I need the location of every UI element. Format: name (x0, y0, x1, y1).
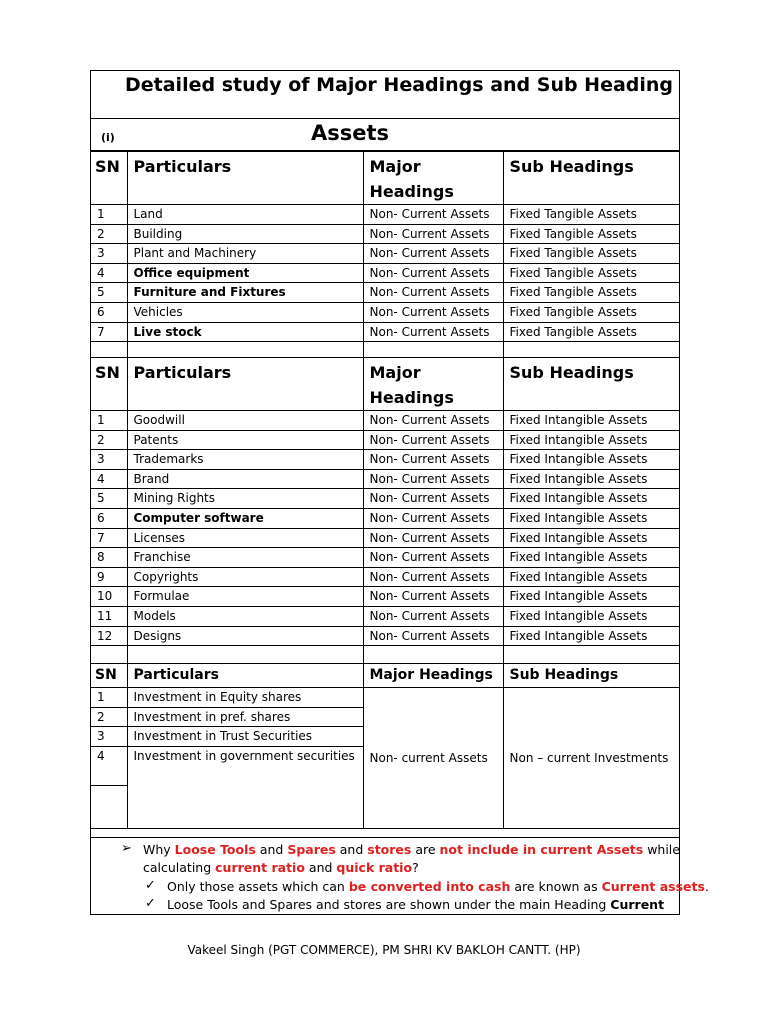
highlight-not-included: not include in current Assets (439, 842, 644, 857)
text-fragment: . (704, 879, 709, 894)
sub-heading-cell: Fixed Tangible Assets (503, 302, 680, 322)
particulars-cell: Plant and Machinery (127, 244, 363, 264)
answer-line-2 (167, 897, 664, 912)
sub-heading-cell: Fixed Intangible Assets (503, 508, 680, 528)
particulars-header: Particulars (127, 358, 363, 411)
sub-headings-header: Sub Headings (503, 152, 680, 205)
sub-heading-cell: Fixed Intangible Assets (503, 411, 680, 431)
particulars-cell: Licenses (127, 528, 363, 548)
major-headings-header: Major Headings (363, 664, 503, 688)
major-heading-cell: Non- Current Assets (363, 606, 503, 626)
table-row (91, 224, 680, 244)
major-headings-header: Major Headings (363, 358, 503, 411)
sub-heading-cell: Fixed Tangible Assets (503, 244, 680, 264)
table-row (91, 567, 680, 587)
check-mark-icon: ✓ (145, 896, 156, 911)
page-footer: Vakeel Singh (PGT COMMERCE), PM SHRI KV BAKLOH CANTT. (HP) (187, 943, 581, 957)
sn-cell: 11 (91, 606, 127, 626)
text-fragment: are known as (510, 879, 602, 894)
notes-section (91, 837, 709, 915)
table-row (91, 450, 680, 470)
text-fragment-bold: Current (610, 897, 665, 912)
text-fragment: Why (143, 842, 175, 857)
sub-heading-cell: Fixed Tangible Assets (503, 322, 680, 342)
table-row (91, 205, 680, 225)
table-row (91, 587, 680, 607)
major-heading-cell: Non- Current Assets (363, 548, 503, 568)
table-row (91, 430, 680, 450)
particulars-cell: Vehicles (127, 302, 363, 322)
sn-cell: 2 (91, 224, 127, 244)
particulars-cell: Trademarks (127, 450, 363, 470)
sub-headings-header: Sub Headings (503, 358, 680, 411)
spacer-row (91, 342, 680, 358)
text-fragment: Only those assets which can (167, 879, 349, 894)
major-heading-cell: Non- Current Assets (363, 567, 503, 587)
sn-cell: 1 (91, 688, 127, 708)
table-row (91, 322, 680, 342)
sn-header: SN (91, 152, 127, 205)
sn-cell: 7 (91, 322, 127, 342)
table-header-row (91, 152, 680, 205)
particulars-cell: Mining Rights (127, 489, 363, 509)
investments-table (91, 663, 680, 829)
sn-cell: 4 (91, 746, 127, 785)
particulars-cell: Brand (127, 469, 363, 489)
particulars-cell: Investment in Trust Securities (127, 727, 363, 747)
table-row (91, 606, 680, 626)
particulars-cell: Patents (127, 430, 363, 450)
table-row (91, 548, 680, 568)
table-header-row (91, 358, 680, 411)
sub-headings-header: Sub Headings (503, 664, 680, 688)
text-fragment: while (643, 842, 680, 857)
sub-heading-cell: Fixed Tangible Assets (503, 224, 680, 244)
highlight-current-ratio: current ratio (215, 860, 305, 875)
sn-cell: 6 (91, 302, 127, 322)
table-row (91, 263, 680, 283)
sn-cell: 2 (91, 430, 127, 450)
document-page (90, 70, 709, 915)
sn-cell: 7 (91, 528, 127, 548)
table-row (91, 489, 680, 509)
sn-header: SN (91, 664, 127, 688)
sn-cell: 3 (91, 450, 127, 470)
highlight-quick-ratio: quick ratio (336, 860, 413, 875)
highlight-stores: stores (367, 842, 412, 857)
text-fragment: and (335, 842, 368, 857)
sn-cell: 5 (91, 283, 127, 303)
sub-heading-cell: Fixed Intangible Assets (503, 587, 680, 607)
section-number: (i) (101, 131, 115, 144)
particulars-cell: Investment in government securities (127, 746, 363, 785)
particulars-cell: Live stock (127, 322, 363, 342)
particulars-cell: Investment in pref. shares (127, 707, 363, 727)
table-row (91, 244, 680, 264)
major-heading-cell: Non- Current Assets (363, 469, 503, 489)
sn-cell: 1 (91, 411, 127, 431)
table-row (91, 528, 680, 548)
major-heading-cell: Non- Current Assets (363, 411, 503, 431)
sn-cell: 3 (91, 727, 127, 747)
major-heading-cell: Non- Current Assets (363, 528, 503, 548)
major-heading-cell: Non- Current Assets (363, 626, 503, 646)
major-headings-header: Major Headings (363, 152, 503, 205)
sub-heading-cell: Fixed Intangible Assets (503, 626, 680, 646)
text-fragment: calculating (143, 860, 216, 875)
particulars-cell: Office equipment (127, 263, 363, 283)
major-heading-cell: Non- Current Assets (363, 224, 503, 244)
sub-heading-cell: Fixed Tangible Assets (503, 263, 680, 283)
tangible-assets-table (91, 151, 680, 358)
sub-heading-cell: Fixed Intangible Assets (503, 469, 680, 489)
table-row (91, 626, 680, 646)
table-row (91, 688, 680, 708)
intangible-assets-table (91, 357, 680, 664)
major-heading-cell: Non- Current Assets (363, 430, 503, 450)
particulars-cell: Furniture and Fixtures (127, 283, 363, 303)
sn-cell: 3 (91, 244, 127, 264)
answer-line-1 (167, 879, 709, 894)
particulars-cell: Land (127, 205, 363, 225)
sn-cell: 4 (91, 469, 127, 489)
major-heading-cell: Non- Current Assets (363, 205, 503, 225)
major-heading-cell: Non- Current Assets (363, 508, 503, 528)
sn-cell: 1 (91, 205, 127, 225)
question-line-1 (143, 842, 680, 857)
major-heading-cell: Non- Current Assets (363, 263, 503, 283)
sub-heading-cell: Fixed Tangible Assets (503, 283, 680, 303)
particulars-cell: Models (127, 606, 363, 626)
text-fragment: and (255, 842, 288, 857)
sub-heading-cell: Fixed Tangible Assets (503, 205, 680, 225)
title-row (91, 71, 679, 119)
highlight-current-assets: Current assets (601, 879, 705, 894)
major-heading-cell: Non- Current Assets (363, 244, 503, 264)
particulars-cell: Franchise (127, 548, 363, 568)
table-header-row (91, 664, 680, 688)
question-line-2 (143, 860, 419, 875)
major-heading-cell: Non- Current Assets (363, 489, 503, 509)
sub-heading-cell: Fixed Intangible Assets (503, 567, 680, 587)
particulars-header: Particulars (127, 152, 363, 205)
table-row (91, 469, 680, 489)
table-row (91, 302, 680, 322)
major-heading-cell: Non- Current Assets (363, 587, 503, 607)
sn-cell: 9 (91, 567, 127, 587)
sn-cell: 4 (91, 263, 127, 283)
text-fragment: ? (412, 860, 419, 875)
major-heading-cell: Non- Current Assets (363, 450, 503, 470)
text-fragment: are (411, 842, 440, 857)
highlight-loose-tools: Loose Tools (174, 842, 256, 857)
table-row (91, 508, 680, 528)
text-fragment: and (304, 860, 337, 875)
particulars-cell: Goodwill (127, 411, 363, 431)
spacer-row (91, 646, 680, 664)
major-heading-cell: Non- Current Assets (363, 302, 503, 322)
particulars-cell: Copyrights (127, 567, 363, 587)
sn-cell: 5 (91, 489, 127, 509)
particulars-cell: Formulae (127, 587, 363, 607)
sub-heading-cell: Non – current Investments (503, 688, 680, 829)
major-heading-cell: Non- Current Assets (363, 283, 503, 303)
sub-heading-cell: Fixed Intangible Assets (503, 450, 680, 470)
section-header-row (91, 119, 679, 151)
highlight-converted-into-cash: be converted into cash (348, 879, 511, 894)
major-heading-cell: Non- current Assets (363, 688, 503, 829)
text-fragment: Loose Tools and Spares and stores are shown under the main Heading (167, 897, 611, 912)
particulars-cell: Building (127, 224, 363, 244)
particulars-cell: Investment in Equity shares (127, 688, 363, 708)
arrow-bullet-icon: ➢ (121, 841, 132, 856)
sub-heading-cell: Fixed Intangible Assets (503, 430, 680, 450)
sn-header: SN (91, 358, 127, 411)
section-heading: Assets (311, 121, 390, 145)
highlight-spares: Spares (287, 842, 336, 857)
check-mark-icon: ✓ (145, 878, 156, 893)
particulars-cell: Designs (127, 626, 363, 646)
table-row (91, 411, 680, 431)
sub-heading-cell: Fixed Intangible Assets (503, 489, 680, 509)
sub-heading-cell: Fixed Intangible Assets (503, 548, 680, 568)
sn-cell: 2 (91, 707, 127, 727)
sn-cell: 12 (91, 626, 127, 646)
sub-heading-cell: Fixed Intangible Assets (503, 606, 680, 626)
sn-cell: 8 (91, 548, 127, 568)
sn-cell: 6 (91, 508, 127, 528)
major-heading-cell: Non- Current Assets (363, 322, 503, 342)
particulars-cell: Computer software (127, 508, 363, 528)
table-row (91, 283, 680, 303)
page-title: Detailed study of Major Headings and Sub Heading (125, 74, 674, 96)
sn-cell: 10 (91, 587, 127, 607)
sub-heading-cell: Fixed Intangible Assets (503, 528, 680, 548)
particulars-header: Particulars (127, 664, 363, 688)
